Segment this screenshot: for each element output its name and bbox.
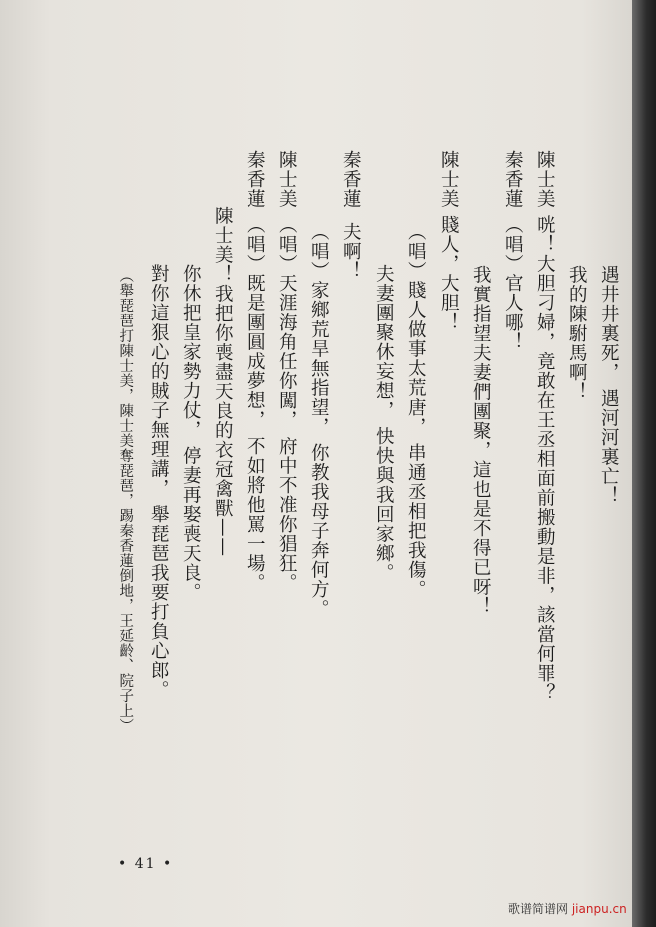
watermark bbox=[508, 900, 627, 917]
text-column: 夫妻團聚休妄想， 快快與我回家鄉。 bbox=[373, 264, 395, 583]
text-column: 我的陳駙馬啊！ bbox=[566, 265, 588, 402]
watermark-url: jianpu.cn bbox=[571, 902, 627, 916]
text-column: 陳士美 賤人，大胆！ bbox=[438, 150, 460, 333]
text-column: 陳士美！我把你喪盡天良的衣冠禽獸—— bbox=[212, 206, 234, 557]
text-column: 陳士美 咣！大胆刁婦，竟敢在王丞相面前搬動是非，該當何罪？ bbox=[534, 150, 556, 703]
text-column: 對你這狠心的賊子無理講， 舉琵琶我要打負心郎。 bbox=[148, 264, 170, 700]
text-column: 我實指望夫妻們團聚，這也是不得已呀！ bbox=[470, 265, 492, 616]
text-column: 秦香蓮 （唱）官人哪！ bbox=[502, 150, 524, 352]
text-column: （唱）家鄉荒旱無指望， 你教我母子奔何方。 bbox=[308, 222, 330, 619]
text-column: 夫啊！ bbox=[340, 222, 362, 281]
page-number: • 41 • bbox=[118, 856, 174, 872]
text-column: 遇井井裏死， 遇河河裏亡！ bbox=[598, 265, 620, 506]
text-column: 秦香蓮 （唱）既是團圓成夢想， 不如將他罵一場。 bbox=[244, 150, 266, 593]
text-column: （舉琵琶打陳士美，陳士美奪琵琶，踢秦香蓮倒地，王延齡、院子上） bbox=[117, 268, 134, 733]
book-spine-shadow bbox=[632, 0, 656, 927]
text-column: 秦香蓮 bbox=[340, 150, 362, 209]
text-column: （唱）賤人做事太荒唐， 串通丞相把我傷。 bbox=[405, 222, 427, 600]
text-column: 陳士美 （唱）天涯海角任你闖， 府中不准你猖狂。 bbox=[276, 150, 298, 593]
watermark-site: 歌谱简谱网 bbox=[508, 902, 569, 916]
text-column: 你休把皇家勢力仗， 停妻再娶喪天良。 bbox=[180, 264, 202, 603]
